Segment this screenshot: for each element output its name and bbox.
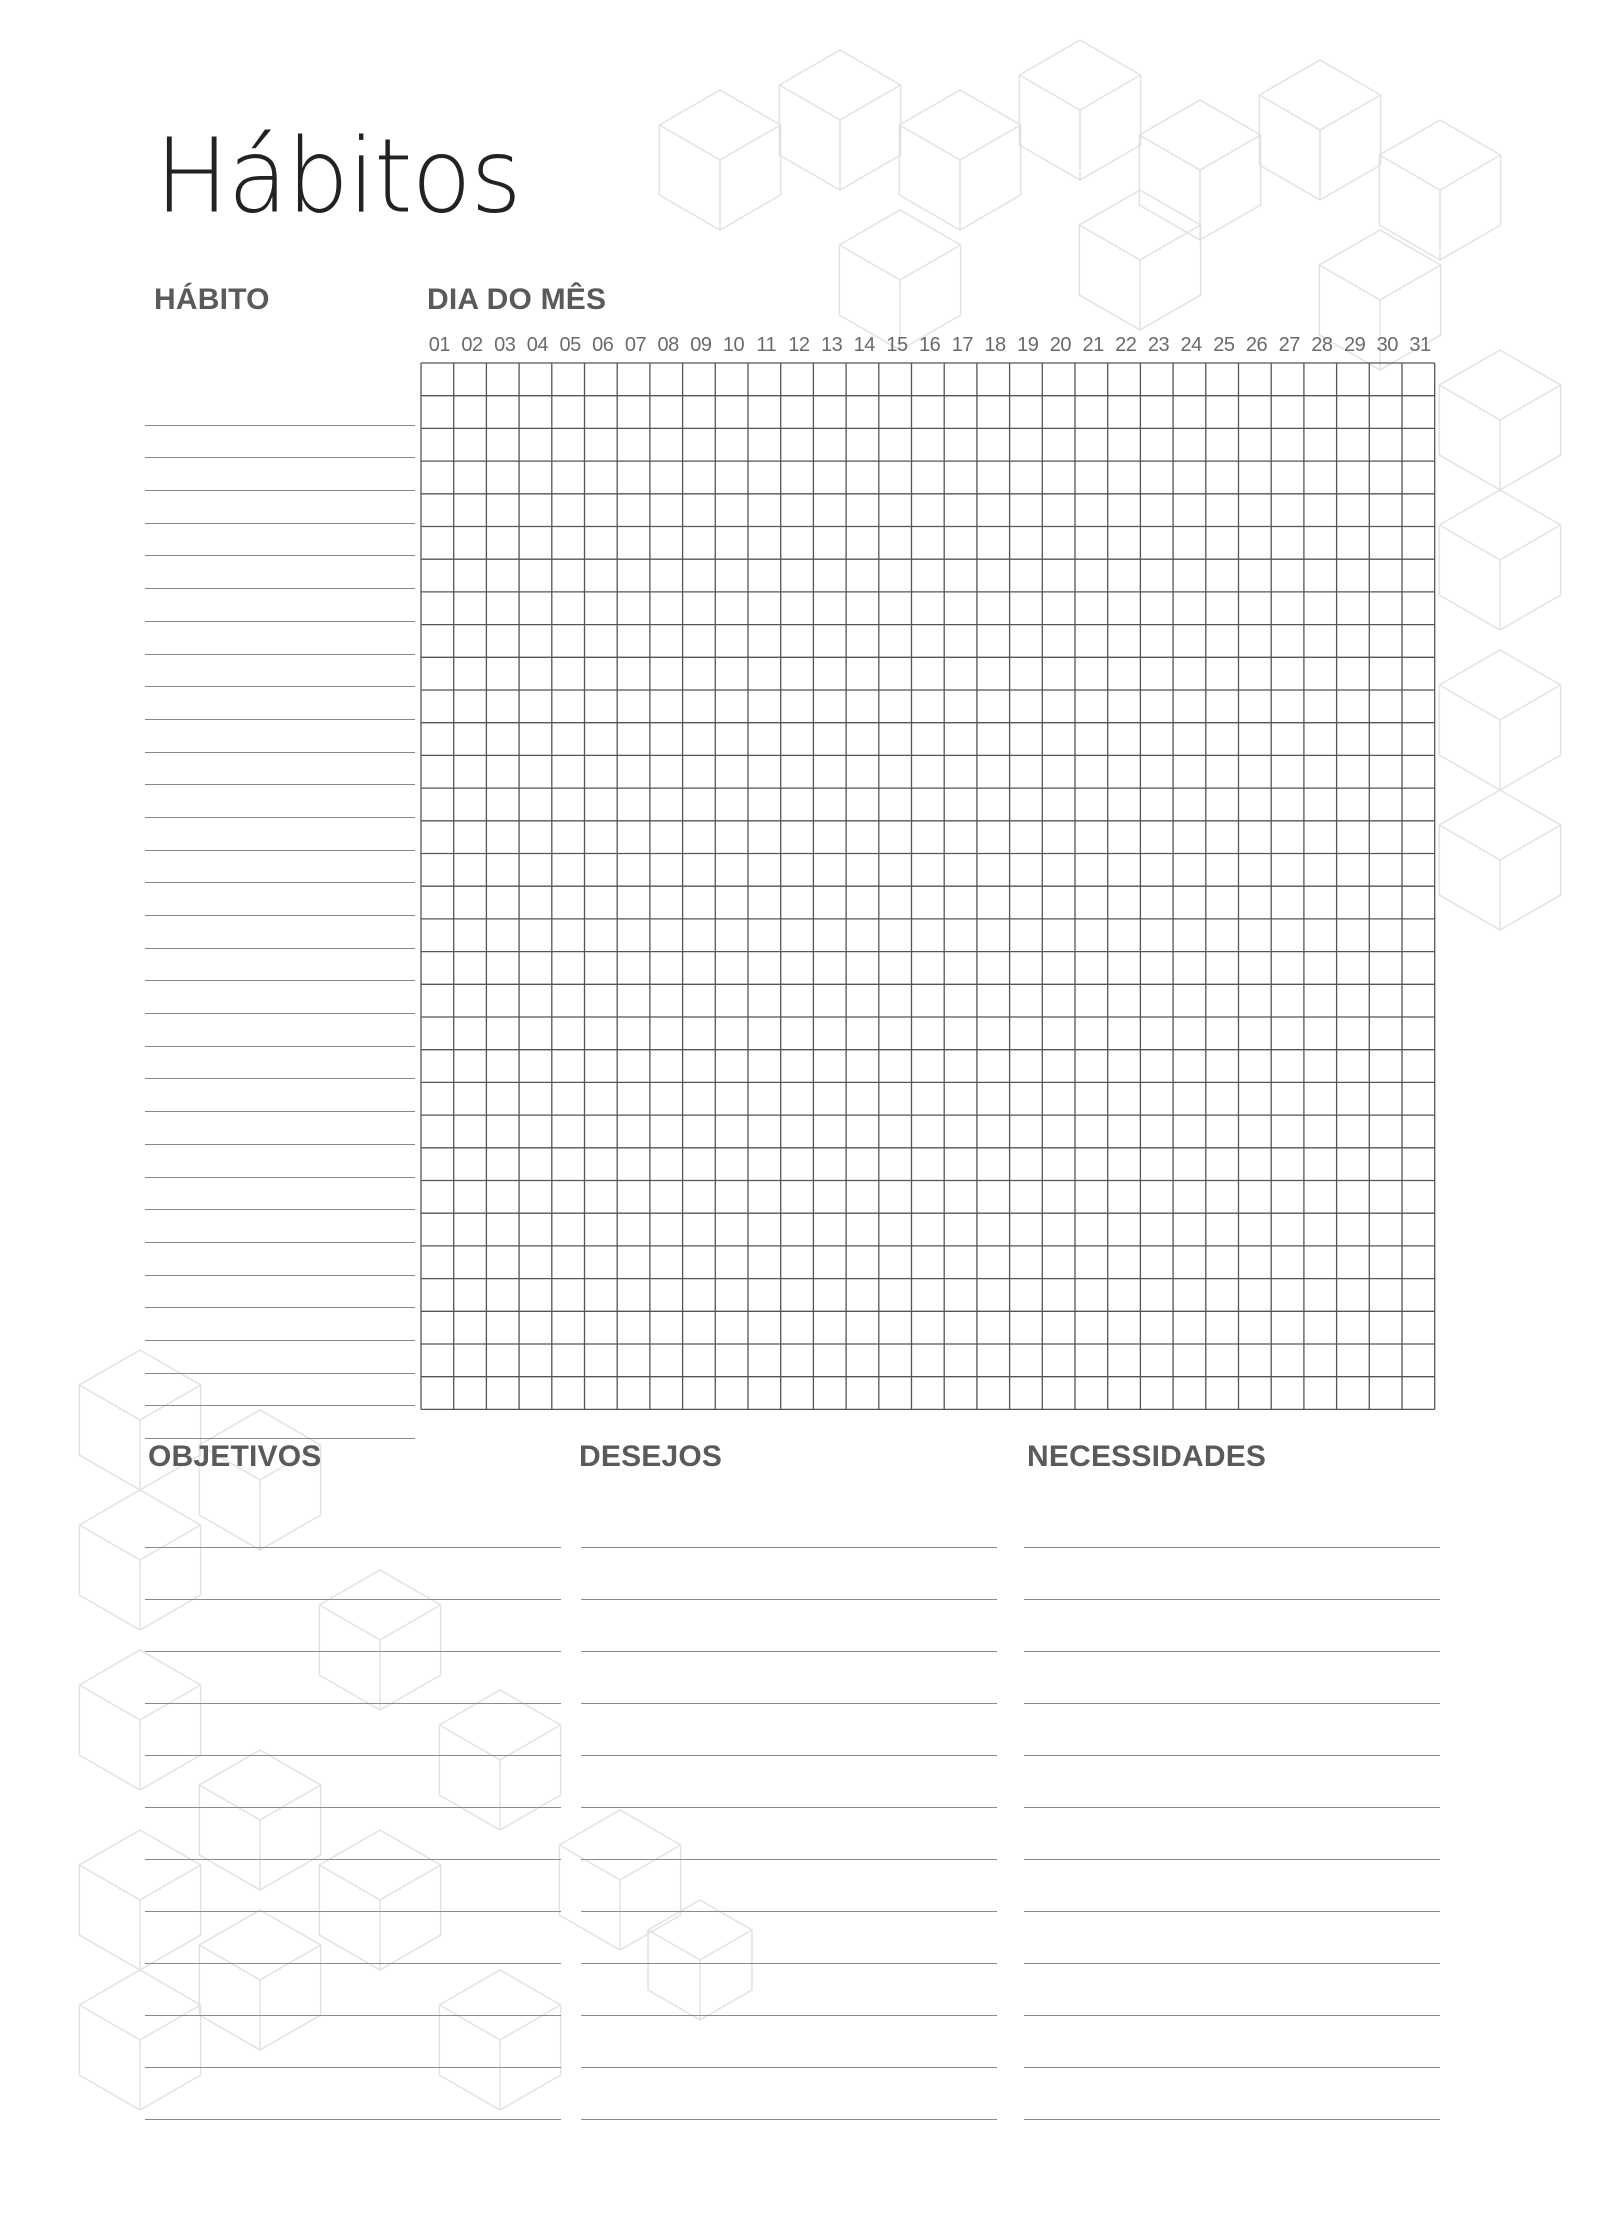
objetivos-line[interactable] <box>145 2016 561 2068</box>
necessidades-line[interactable] <box>1024 1548 1440 1600</box>
desejos-label: DESEJOS <box>579 1440 723 1473</box>
habit-name-line[interactable] <box>145 458 415 491</box>
objetivos-line[interactable] <box>145 1704 561 1756</box>
day-number: 18 <box>984 334 1006 356</box>
day-number-header <box>423 334 1437 357</box>
desejos-line[interactable] <box>581 1652 997 1704</box>
habit-name-line[interactable] <box>145 524 415 557</box>
day-number: 07 <box>624 334 647 356</box>
habit-name-line[interactable] <box>145 753 415 786</box>
habit-name-line[interactable] <box>145 981 415 1014</box>
objetivos-line[interactable] <box>145 1548 561 1600</box>
habit-name-line[interactable] <box>145 1047 415 1080</box>
habit-name-line[interactable] <box>145 1243 415 1276</box>
objetivos-lines <box>145 1496 561 2120</box>
day-number: 28 <box>1311 334 1333 356</box>
objetivos-line[interactable] <box>145 1808 561 1860</box>
day-number: 19 <box>1017 334 1039 356</box>
day-of-month-label: DIA DO MÊS <box>427 283 607 316</box>
necessidades-lines <box>1024 1496 1440 2120</box>
habit-name-line[interactable] <box>145 1276 415 1309</box>
day-number: 13 <box>820 334 843 356</box>
objetivos-line[interactable] <box>145 1964 561 2016</box>
desejos-line[interactable] <box>581 2016 997 2068</box>
necessidades-line[interactable] <box>1024 2068 1440 2120</box>
habit-name-line[interactable] <box>145 1014 415 1047</box>
day-number: 24 <box>1180 334 1202 356</box>
habit-name-line[interactable] <box>145 1341 415 1374</box>
necessidades-line[interactable] <box>1024 1912 1440 1964</box>
habit-name-line[interactable] <box>145 1210 415 1243</box>
objetivos-label: OBJETIVOS <box>148 1440 322 1473</box>
day-number: 30 <box>1376 334 1398 356</box>
habit-tracker-grid <box>420 362 1438 1412</box>
habit-name-line[interactable] <box>145 916 415 949</box>
day-number: 02 <box>461 334 483 356</box>
desejos-line[interactable] <box>581 1808 997 1860</box>
necessidades-line[interactable] <box>1024 1704 1440 1756</box>
desejos-line[interactable] <box>581 1496 997 1548</box>
objetivos-line[interactable] <box>145 1496 561 1548</box>
day-number: 04 <box>526 334 549 356</box>
habit-name-line[interactable] <box>145 1406 415 1439</box>
page-title: Hábitos <box>155 117 521 237</box>
habit-name-lines <box>145 393 415 1439</box>
necessidades-line[interactable] <box>1024 1964 1440 2016</box>
day-number: 15 <box>886 334 908 356</box>
habit-name-line[interactable] <box>145 589 415 622</box>
day-number: 11 <box>756 334 777 356</box>
objetivos-line[interactable] <box>145 1912 561 1964</box>
objetivos-line[interactable] <box>145 1600 561 1652</box>
necessidades-line[interactable] <box>1024 1496 1440 1548</box>
habit-name-line[interactable] <box>145 1178 415 1211</box>
day-number: 25 <box>1213 334 1235 356</box>
habit-name-line[interactable] <box>145 655 415 688</box>
objetivos-line[interactable] <box>145 2068 561 2120</box>
habit-name-line[interactable] <box>145 851 415 884</box>
day-number: 14 <box>853 334 875 356</box>
habit-name-line[interactable] <box>145 883 415 916</box>
day-number: 29 <box>1343 334 1366 356</box>
habit-name-line[interactable] <box>145 1374 415 1407</box>
desejos-lines <box>581 1496 997 2120</box>
day-number: 06 <box>592 334 614 356</box>
day-number: 26 <box>1245 334 1268 356</box>
desejos-line[interactable] <box>581 1964 997 2016</box>
necessidades-line[interactable] <box>1024 1808 1440 1860</box>
day-number: 21 <box>1082 334 1104 356</box>
habit-name-line[interactable] <box>145 1145 415 1178</box>
habit-name-line[interactable] <box>145 491 415 524</box>
habit-name-line[interactable] <box>145 556 415 589</box>
necessidades-line[interactable] <box>1024 2016 1440 2068</box>
habit-name-line[interactable] <box>145 687 415 720</box>
day-number: 20 <box>1049 334 1072 356</box>
desejos-line[interactable] <box>581 1548 997 1600</box>
habit-name-line[interactable] <box>145 393 415 426</box>
necessidades-line[interactable] <box>1024 1600 1440 1652</box>
day-number: 23 <box>1147 334 1170 356</box>
habit-name-line[interactable] <box>145 622 415 655</box>
necessidades-line[interactable] <box>1024 1860 1440 1912</box>
desejos-line[interactable] <box>581 2068 997 2120</box>
objetivos-line[interactable] <box>145 1860 561 1912</box>
desejos-line[interactable] <box>581 1860 997 1912</box>
day-number: 17 <box>951 334 973 356</box>
day-number: 03 <box>494 334 516 356</box>
habit-column-label: HÁBITO <box>154 283 270 316</box>
day-number: 01 <box>428 334 450 356</box>
day-number: 16 <box>919 334 941 356</box>
habit-name-line[interactable] <box>145 426 415 459</box>
day-number: 31 <box>1409 334 1431 356</box>
day-number: 05 <box>559 334 581 356</box>
habit-name-line[interactable] <box>145 785 415 818</box>
necessidades-line[interactable] <box>1024 1756 1440 1808</box>
desejos-line[interactable] <box>581 1912 997 1964</box>
day-number: 27 <box>1278 334 1300 356</box>
habit-name-line[interactable] <box>145 720 415 753</box>
desejos-line[interactable] <box>581 1600 997 1652</box>
objetivos-line[interactable] <box>145 1652 561 1704</box>
habit-name-line[interactable] <box>145 949 415 982</box>
day-number: 10 <box>722 334 745 356</box>
day-number: 22 <box>1115 334 1137 356</box>
objetivos-line[interactable] <box>145 1756 561 1808</box>
day-number: 08 <box>657 334 679 356</box>
day-number: 09 <box>690 334 712 356</box>
desejos-line[interactable] <box>581 1756 997 1808</box>
habit-name-line[interactable] <box>145 1308 415 1341</box>
habit-name-line[interactable] <box>145 1112 415 1145</box>
desejos-line[interactable] <box>581 1704 997 1756</box>
habit-name-line[interactable] <box>145 818 415 851</box>
habit-name-line[interactable] <box>145 1079 415 1112</box>
necessidades-label: NECESSIDADES <box>1027 1440 1267 1473</box>
day-number: 12 <box>788 334 810 356</box>
necessidades-line[interactable] <box>1024 1652 1440 1704</box>
